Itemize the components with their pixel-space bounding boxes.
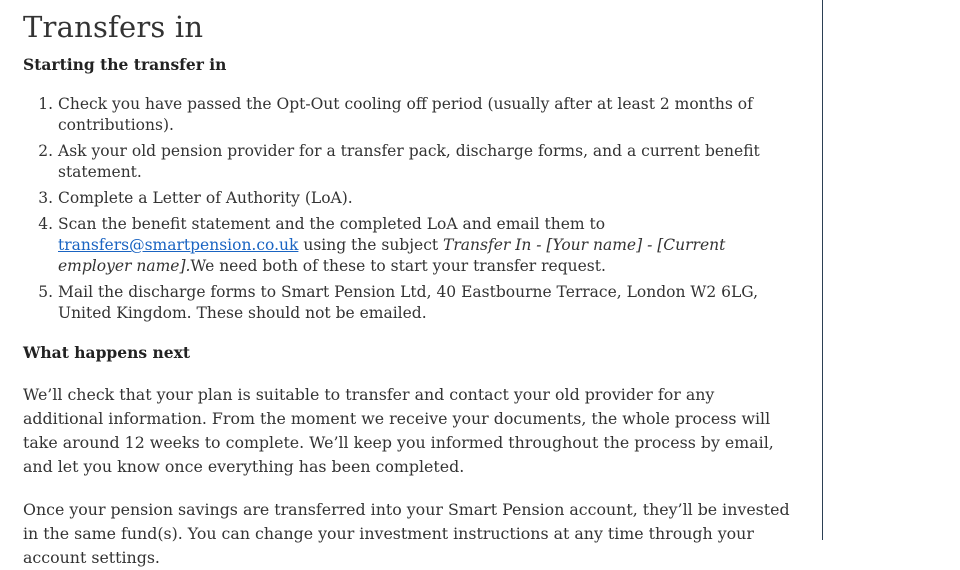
page-title: Transfers in [23,10,204,44]
article [23,0,798,570]
section-heading-starting-transfer: Starting the transfer in [23,55,227,74]
list-item [58,214,798,277]
list-item: 2. Ask your old pension provider for a transfer pack, discharge forms, and a current benefit statement. [58,141,798,183]
list-item: 3. Complete a Letter of Authority (LoA). [58,188,798,209]
content-divider [822,0,823,540]
list-item: 1. Check you have passed the Opt-Out cooling off period (usually after at least 2 months of contributions). [58,94,798,136]
transfers-email-link[interactable]: transfers@smartpension.co.uk [58,236,299,254]
step-4-text-before: Scan the benefit statement and the completed LoA and email them to [58,215,606,233]
paragraph-process: We’ll check that your plan is suitable to transfer and contact your old provider for any additional information. From the moment we receive your documents, the whole process will take around 12 weeks to complete. We’ll keep you informed throughout the process by email, and let you know once everything has been completed. [23,385,774,476]
paragraph-investment: Once your pension savings are transferred into your Smart Pension account, they’ll be invested in the same fund(s). You can change your investment instructions at any time through your account settings. [23,500,790,567]
section-heading-what-happens-next: What happens next [23,343,191,362]
email-subject-line: Transfer In - [Your name] - [Current employer name]. [58,236,726,275]
step-4-text-middle: using the subject [298,236,444,254]
list-item: 5. Mail the discharge forms to Smart Pension Ltd, 40 Eastbourne Terrace, London W2 6LG, United Kingdom. These should not be emailed. [58,282,798,324]
transfer-steps-list [23,94,798,324]
step-4-text-after: We need both of these to start your transfer request. [190,257,606,275]
